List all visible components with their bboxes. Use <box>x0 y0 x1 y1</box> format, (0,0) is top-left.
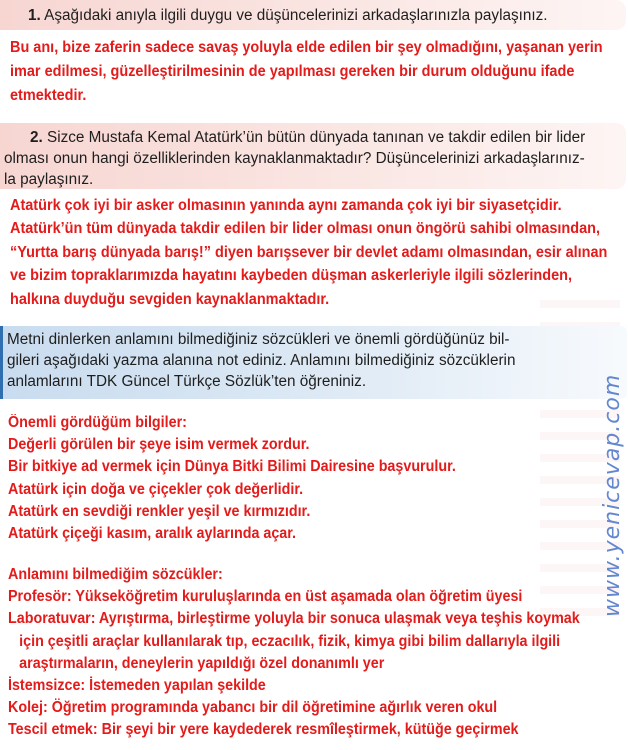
answer-line: Atatürk’ün tüm dünyada takdir edilen bir lider olması onun öngörü sahibi olmasından, <box>10 220 601 238</box>
important-info-item: Atatürk çiçeği kasım, aralık aylarında açar. <box>8 525 297 543</box>
unknown-words-heading: Anlamını bilmediğim sözcükler: <box>8 566 223 583</box>
question-2-box <box>0 123 626 189</box>
important-info-item: Atatürk en sevdiği renkler yeşil ve kırmızıdır. <box>8 502 311 520</box>
question-1-answer <box>10 36 603 108</box>
definition-line: Kolej: Öğretim programında yabancı bir dil öğretimine ağırlık veren okul <box>8 699 498 717</box>
definition-line: Tescil etmek: Bir şeyi bir yere kaydederek resmîleştirmek, kütüğe geçirmek <box>8 721 519 739</box>
answer-line: halkına duyduğu sevgiden kaynaklanmaktadır. <box>10 290 330 308</box>
unknown-words-section <box>8 564 580 742</box>
instruction-line: Metni dinlerken anlamını bilmediğiniz sözcükleri ve önemli gördüğünüz bil- <box>7 331 510 348</box>
question-1-box <box>0 0 626 30</box>
question-2-line: olması onun hangi özelliklerinden kaynaklanmaktadır? Düşüncelerinizi arkadaşlarınız- <box>4 150 585 167</box>
instruction-line: gileri aşağıdaki yazma alanına not ediniz. Anlamını bilmediğiniz sözcüklerin <box>7 352 516 369</box>
important-info-heading: Önemli gördüğüm bilgiler: <box>8 414 187 431</box>
question-2-number: 2. <box>30 129 43 146</box>
definition-line: araştırmaların, deneylerin yapıldığı özel donanımlı yer <box>19 654 385 672</box>
definition-line: Laboratuvar: Ayrıştırma, birleştirme yoluyla bir sonuca ulaşmak veya teşhis koymak <box>8 610 580 628</box>
answer-line: etmektedir. <box>10 87 87 104</box>
question-1-prompt: Aşağıdaki anıyla ilgili duygu ve düşüncelerinizi arkadaşlarınızla paylaşınız. <box>40 7 548 24</box>
watermark-text: www.yenicevap.com <box>600 373 625 617</box>
instruction-box <box>0 326 627 399</box>
definition-line: İstemsizce: İstemeden yapılan şekilde <box>8 677 266 695</box>
question-2-answer <box>10 194 608 311</box>
important-info-section <box>8 412 577 545</box>
question-2-text <box>4 127 620 190</box>
important-info-item: Atatürk için doğa ve çiçekler çok değerlidir. <box>8 480 304 498</box>
definition-line: Profesör: Yükseköğretim kuruluşlarında en üst aşamada olan öğretim üyesi <box>8 588 523 606</box>
important-info-item: Değerli görülen bir şeye isim vermek zordur. <box>8 436 310 454</box>
important-info-item: Bir bitkiye ad vermek için Dünya Bitki Bilimi Dairesine başvurulur. <box>8 458 456 476</box>
question-1-number: 1. <box>28 7 41 24</box>
answer-line: Bu anı, bize zaferin sadece savaş yoluyla elde edilen bir şey olmadığını, yaşanan yerin <box>10 39 603 56</box>
answer-line: imar edilmesi, güzelleştirilmesinin de yapılması gereken bir durum olduğunu ifade <box>10 63 575 80</box>
instruction-line: anlamlarını TDK Güncel Türkçe Sözlük’ten öğreniniz. <box>7 373 367 390</box>
definition-line: için çeşitli araçlar kullanılarak tıp, eczacılık, fizik, kimya gibi bilim dallarıyla ilgili <box>19 632 561 650</box>
question-2-line: Sizce Mustafa Kemal Atatürk’ün bütün dünyada tanınan ve takdir edilen bir lider <box>42 129 586 146</box>
question-2-line: la paylaşınız. <box>4 171 94 188</box>
answer-line: Atatürk çok iyi bir asker olmasının yanında aynı zamanda çok iyi bir siyasetçidir. <box>10 197 562 214</box>
instruction-text <box>7 329 597 392</box>
answer-line: “Yurtta barış dünyada barış!” diyen barışsever bir devlet adamı olmasından, esir alınan <box>10 243 608 261</box>
answer-line: ve bizim topraklarımızda hayatını kaybeden düşman askerleriyle ilgili sözlerinden, <box>10 267 573 285</box>
question-1-text <box>28 5 620 26</box>
